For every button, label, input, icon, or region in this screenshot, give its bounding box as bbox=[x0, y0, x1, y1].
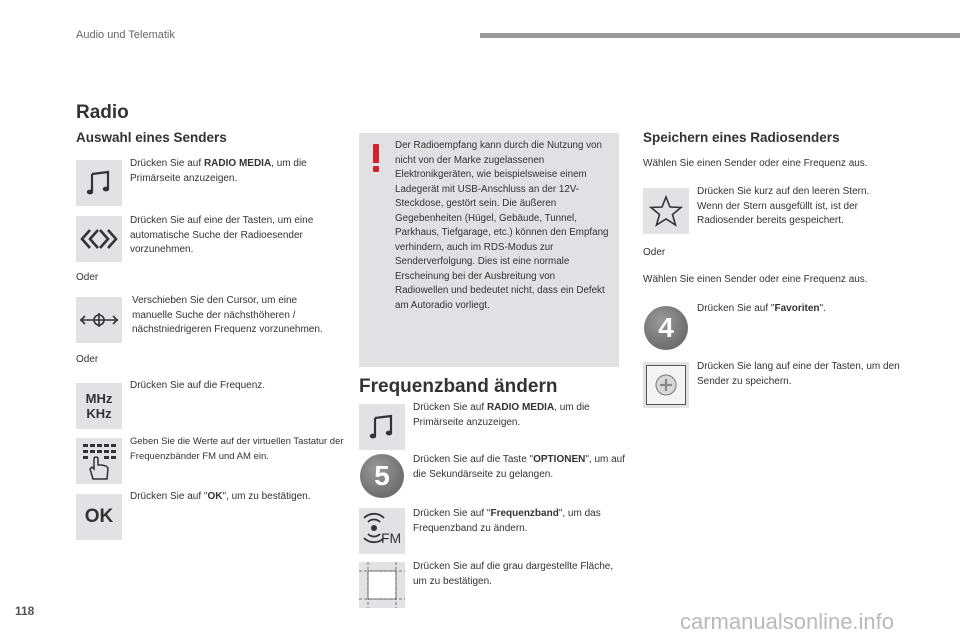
or-label-3: Oder bbox=[643, 247, 666, 258]
middle-heading: Frequenzband ändern bbox=[359, 376, 558, 397]
right-para-2: Wählen Sie einen Sender oder eine Frequenz aus. bbox=[643, 274, 868, 285]
left-step-1: Drücken Sie auf RADIO MEDIA, um die Primärseite anzuzeigen. bbox=[130, 158, 307, 184]
left-heading: Auswahl eines Senders bbox=[76, 130, 227, 145]
music-note-icon-2 bbox=[359, 404, 405, 450]
page-title: Radio bbox=[76, 102, 129, 123]
header-bar bbox=[480, 33, 960, 38]
step-number-4: 4 bbox=[644, 306, 688, 350]
preset-button-icon bbox=[643, 362, 689, 408]
middle-step-1: Drücken Sie auf RADIO MEDIA, um die Primärseite anzuzeigen. bbox=[413, 402, 590, 428]
frequency-units-icon bbox=[76, 383, 122, 429]
star-outline-icon bbox=[643, 188, 689, 234]
keypad-touch-icon bbox=[76, 438, 122, 484]
right-para-1: Wählen Sie einen Sender oder eine Frequenz aus. bbox=[643, 158, 868, 169]
plus-circle-icon bbox=[654, 373, 678, 397]
middle-step-3: Drücken Sie auf "Frequenzband", um das Frequenzband zu ändern. bbox=[413, 508, 601, 534]
fm-label: FM bbox=[381, 530, 402, 546]
right-step-1: Drücken Sie kurz auf den leeren Stern. Wenn der Stern ausgefüllt ist, ist der Radiosender bereits gespeichert. bbox=[697, 186, 870, 226]
warning-text: Der Radioempfang kann durch die Nutzung von nicht von der Marke zugelassenen Elektronikgeräten, wie beispielsweise einem Ladegerät mit USB-Anschluss an der 12V-Steckdose, gestört sein. Die äußeren Gegebenheiten (Hügel, Gebäude, Tunnel, Parkhaus, Tiefgarage, etc.) können den Empfang verhindern, auch im RDS-Modus zur Senderverfolgung. Dies ist eine normale Erscheinung bei der Ausbreitung von Radiowellen und bedeutet nicht, dass ein Defekt am Autoradio vorliegt. bbox=[395, 140, 609, 311]
exclamation-icon bbox=[370, 144, 382, 172]
khz-label: KHz bbox=[86, 406, 112, 421]
right-heading: Speichern eines Radiosenders bbox=[643, 130, 840, 145]
section-title: Audio und Telematik bbox=[76, 29, 175, 41]
fm-band-icon bbox=[359, 508, 405, 554]
page-number: 118 bbox=[15, 604, 35, 618]
slider-cursor-icon bbox=[76, 297, 122, 343]
music-note-icon bbox=[76, 160, 122, 206]
left-step-2: Drücken Sie auf eine der Tasten, um eine automatische Suche der Radioesender vorzunehmen. bbox=[130, 215, 314, 255]
grey-area-icon bbox=[359, 562, 405, 608]
seek-arrows-icon bbox=[76, 216, 122, 262]
right-step-3: Drücken Sie lang auf eine der Tasten, um den Sender zu speichern. bbox=[697, 361, 900, 387]
left-step-4: Drücken Sie auf die Frequenz. bbox=[130, 380, 266, 391]
step-number-5: 5 bbox=[360, 454, 404, 498]
right-step-2: Drücken Sie auf "Favoriten". bbox=[697, 303, 826, 314]
middle-step-4: Drücken Sie auf die grau dargestellte Fläche, um zu bestätigen. bbox=[413, 561, 614, 587]
ok-button-icon bbox=[76, 494, 122, 540]
left-step-3: Verschieben Sie den Cursor, um eine manuelle Suche der nächsthöheren / nächstniedrigeren Frequenz vorzunehmen. bbox=[132, 295, 323, 335]
ok-icon-label: OK bbox=[84, 506, 114, 527]
left-step-6: Drücken Sie auf "OK", um zu bestätigen. bbox=[130, 491, 311, 502]
middle-step-2: Drücken Sie auf die Taste "OPTIONEN", um auf die Sekundärseite zu gelangen. bbox=[413, 454, 626, 480]
warning-box bbox=[359, 133, 619, 367]
left-step-5: Geben Sie die Werte auf der virtuellen Tastatur der Frequenzbänder FM und AM ein. bbox=[130, 436, 344, 462]
watermark: carmanualsonline.info bbox=[680, 609, 895, 634]
mhz-label: MHz bbox=[85, 391, 113, 406]
or-label-2: Oder bbox=[76, 354, 99, 365]
or-label-1: Oder bbox=[76, 272, 99, 283]
